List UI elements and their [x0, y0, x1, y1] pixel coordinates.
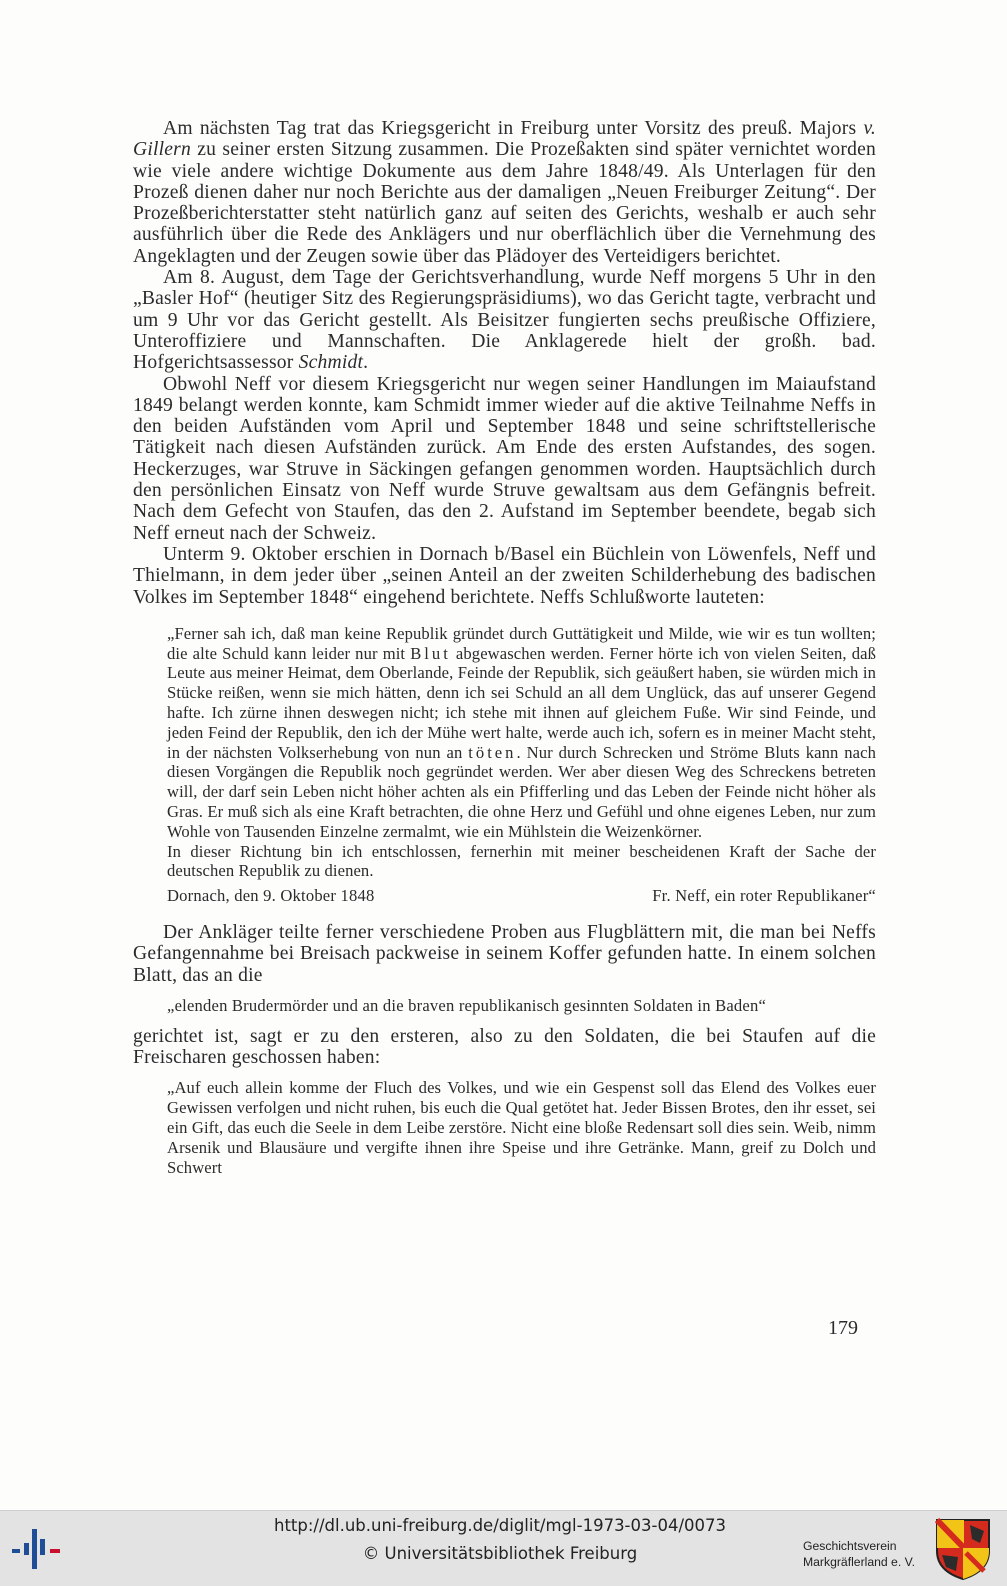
block-quote-neff	[167, 624, 876, 881]
society-name	[803, 1538, 928, 1570]
paragraph-2: Am 8. August, dem Tage der Gerichtsverhandlung, wurde Neff morgens 5 Uhr in den „Basler Hof“ (heutiger Sitz des Regierungspräsidiums), wo das Gericht tagte, verbracht und um 9 Uhr vor das Gericht gestellt. Als Beisitzer fungierten sechs preußische Offiziere, Unteroffiziere und Mannschaften. Die Anklagerede hielt der großh. bad. Hofgerichtsassessor Schmidt.	[133, 267, 876, 374]
flyer-quote-text: „Auf euch allein komme der Fluch des Volkes, und wie ein Gespenst soll das Elend des Volkes euer Gewissen verfolgen und nicht ruhen, bis euch die Qual getötet hat. Jeder Bissen Brotes, den ihr esset, sei ein Gift, das euch die Seele in dem Leibe zerstöre. Nicht eine bloße Redensart soll dies sein. Weib, nimm Arsenik und Blausäure und vergifte ihnen ihre Speise und ihre Getränke. Mann, greif zu Dolch und Schwert	[167, 1078, 876, 1177]
quote-signature	[167, 886, 876, 906]
signature-name: Fr. Neff, ein roter Republikaner“	[652, 886, 876, 906]
page-number: 179	[828, 1317, 858, 1339]
block-quote-flyer-address: „elenden Brudermörder und an die braven republikanisch gesinnten Soldaten in Baden“	[167, 996, 767, 1016]
coat-of-arms-icon	[934, 1517, 992, 1581]
society-line-2: Markgräflerland e. V.	[803, 1555, 916, 1569]
signature-place-date: Dornach, den 9. Oktober 1848	[167, 886, 375, 906]
document-url-link[interactable]: http://dl.ub.uni-freiburg.de/diglit/mgl-1973-03-04/0073	[273, 1516, 727, 1535]
ub-freiburg-logo-icon[interactable]	[10, 1529, 64, 1569]
body-text	[133, 118, 876, 1177]
quote-paragraph-2: In dieser Richtung bin ich entschlossen, fernerhin mit meiner bescheidenen Kraft der Sache der deutschen Republik zu dienen.	[167, 841, 876, 881]
society-line-1: Geschichtsverein	[803, 1539, 897, 1553]
quote-paragraph-1: „Ferner sah ich, daß man keine Republik gründet durch Guttätigkeit und Milde, wie wir es tun wollten; die alte Schuld kann leider nur mit Blut abgewaschen werden. Ferner hörte ich von vielen Seiten, daß Leute aus meiner Heimat, dem Oberlande, Feinde der Republik, sich geäußert haben, sie würden mich in Stücke reißen, wenn sie mich hätten, denn ich sei Schuld an all dem Unglück, das auf unserer Gegend hafte. Ich zürne ihnen deswegen nicht; ich stehe mit ihnen auf gleichem Fuße. Wir sind Feinde, und jeden Feind der Republik, den ich der Mühe wert halte, werde auch ich, sofern es in meiner Macht steht, in der nächsten Volkserhebung von nun an töten. Nur durch Schrecken und Ströme Bluts kann nach diesen Vorgängen die Republik noch gegründet werden. Wer aber diesen Weg des Schreckens betreten will, der darf sein Leben nicht höher achten als ein Pfifferling und das Leben der Feinde nicht höher als Gras. Er muß sich als eine Kraft betrachten, die ohne Herz und Gefühl und ohne eigenes Leben, nur zum Wohle von Tausenden Einzelne zermalmt, wie ein Mühlstein die Weizenkörner.	[167, 623, 877, 841]
paragraph-6: gerichtet ist, sagt er zu den ersteren, also zu den Soldaten, die bei Staufen auf die Freischaren geschossen haben:	[133, 1025, 876, 1069]
paragraph-4: Unterm 9. Oktober erschien in Dornach b/Basel ein Büchlein von Löwenfels, Neff und Thielmann, in dem jeder über „seinen Anteil an der zweiten Schilderhebung des badischen Volkes im September 1848“ eingehend berichtete. Neffs Schlußworte lauteten:	[133, 543, 876, 608]
paragraph-1: Am nächsten Tag trat das Kriegsgericht in Freiburg unter Vorsitz des preuß. Majors v. Gillern zu seiner ersten Sitzung zusammen. Die Prozeßakten sind später vernichtet worden wie viele andere wichtige Dokumente aus dem Jahre 1848/49. Als Unterlagen für den Prozeß dienen daher nur noch Berichte aus der damaligen „Neuen Freiburger Zeitung“. Der Prozeßberichterstatter steht natürlich ganz auf seiten des Gerichts, weshalb er auch sehr ausführlich über die Rede des Anklägers und nur oberflächlich über die Vernehmung des Angeklagten und der Zeugen sowie über das Plädoyer des Verteidigers berichtet.	[133, 118, 876, 267]
block-quote-flyer	[167, 1078, 876, 1177]
copyright-text: © Universitätsbibliothek Freiburg	[362, 1544, 638, 1563]
paragraph-5: Der Ankläger teilte ferner verschiedene Proben aus Flugblättern mit, die man bei Neffs Gefangennahme bei Breisach packweise in seinem Koffer gefunden hatte. In einem solchen Blatt, das an die	[133, 922, 876, 986]
paragraph-3: Obwohl Neff vor diesem Kriegsgericht nur wegen seiner Handlungen im Maiaufstand 1849 belangt werden konnte, kam Schmidt immer wieder auf die aktive Teilnahme Neffs in den beiden Aufständen vom April und September 1848 und seine schriftstellerische Tätigkeit nach diesen Aufständen zurück. Am Ende des ersten Aufstandes, des sogen. Heckerzuges, war Struve in Säckingen gefangen genommen worden. Hauptsächlich durch den persönlichen Einsatz von Neff wurde Struve gewaltsam aus dem Gefängnis befreit. Nach dem Gefecht von Staufen, das den 2. Aufstand im September beendete, begab sich Neff erneut nach der Schweiz.	[133, 373, 876, 544]
footer-bar	[0, 1510, 1007, 1586]
